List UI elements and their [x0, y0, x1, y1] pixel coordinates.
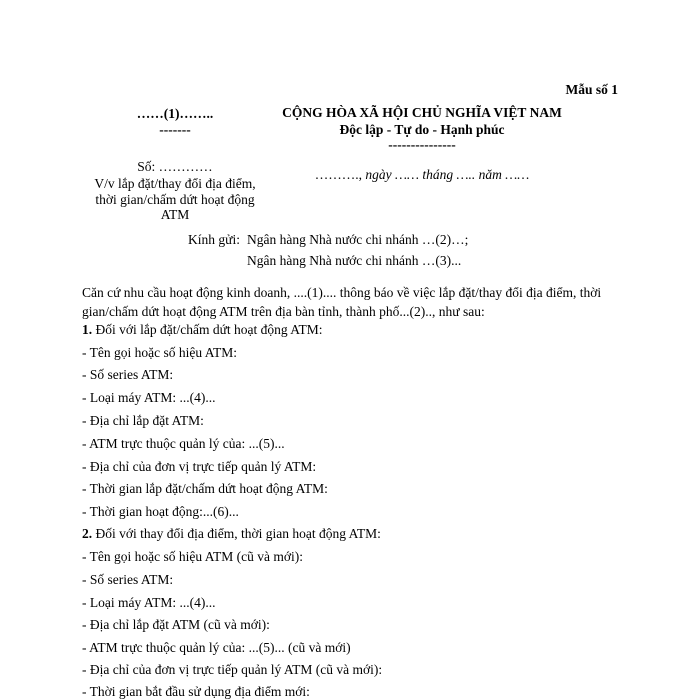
- section-1-item: - Địa chỉ lắp đặt ATM:: [82, 413, 204, 428]
- section-2-item: - Địa chỉ lắp đặt ATM (cũ và mới):: [82, 617, 270, 632]
- document-number: Số: …………: [137, 159, 213, 174]
- section-2-number: 2.: [82, 526, 93, 541]
- section-1-number: 1.: [82, 322, 93, 337]
- section-1-item: - Tên gọi hoặc số hiệu ATM:: [82, 345, 237, 360]
- section-1-heading: [82, 322, 323, 338]
- section-2-item: - Địa chỉ của đơn vị trực tiếp quản lý ATM (cũ và mới):: [82, 662, 383, 677]
- recipient-line-2: Ngân hàng Nhà nước chi nhánh …(3)...: [247, 253, 462, 268]
- national-title: CỘNG HÒA XÃ HỘI CHỦ NGHĨA VIỆT NAM: [282, 105, 562, 120]
- recipient-label: Kính gửi:: [188, 232, 240, 247]
- section-2-item: - ATM trực thuộc quản lý của: ...(5)... (cũ và mới): [82, 640, 351, 655]
- section-2-item: - Loại máy ATM: ...(4)...: [82, 595, 216, 610]
- date-value: ngày …… tháng ….. năm ……: [365, 167, 530, 182]
- form-number: Mẫu số 1: [565, 82, 618, 97]
- recipient-line-1: Ngân hàng Nhà nước chi nhánh …(2)…;: [247, 232, 469, 247]
- section-1-item: - Thời gian lắp đặt/chấm dứt hoạt động ATM:: [82, 481, 328, 496]
- section-1-title: Đối với lắp đặt/chấm dứt hoạt động ATM:: [92, 322, 323, 337]
- national-motto: Độc lập - Tự do - Hạnh phúc: [339, 122, 505, 137]
- right-header-divider: ---------------: [388, 137, 456, 152]
- section-1-item: - ATM trực thuộc quản lý của: ...(5)...: [82, 436, 285, 451]
- date-place: ……….,: [314, 167, 366, 182]
- subject-line-3: ATM: [160, 207, 190, 222]
- section-1-item: - Địa chỉ của đơn vị trực tiếp quản lý ATM:: [82, 459, 317, 474]
- section-2-item: - Thời gian bắt đầu sử dụng địa điểm mới:: [82, 684, 310, 699]
- issuing-organization: ……(1)……..: [136, 106, 214, 121]
- section-1-item: - Thời gian hoạt động:...(6)...: [82, 504, 239, 519]
- section-2-heading: [82, 526, 381, 542]
- left-header-divider: -------: [159, 122, 191, 137]
- section-1-item: - Loại máy ATM: ...(4)...: [82, 390, 216, 405]
- section-2-title: Đối với thay đổi địa điểm, thời gian hoạt động ATM:: [92, 526, 381, 541]
- section-2-item: - Số series ATM:: [82, 572, 174, 587]
- intro-paragraph: Căn cứ nhu cầu hoạt động kinh doanh, ....(1).... thông báo về việc lắp đặt/thay đổi địa điểm, thời gian/chấm dứt hoạt động ATM trên địa bàn tỉnh, thành phố...(2).., như sau:: [82, 285, 602, 319]
- subject-line-2: thời gian/chấm dứt hoạt động: [95, 192, 255, 207]
- date-line: [252, 167, 592, 183]
- section-1-item: - Số series ATM:: [82, 367, 174, 382]
- subject-line-1: V/v lắp đặt/thay đổi địa điểm,: [94, 176, 256, 191]
- section-2-item: - Tên gọi hoặc số hiệu ATM (cũ và mới):: [82, 549, 303, 564]
